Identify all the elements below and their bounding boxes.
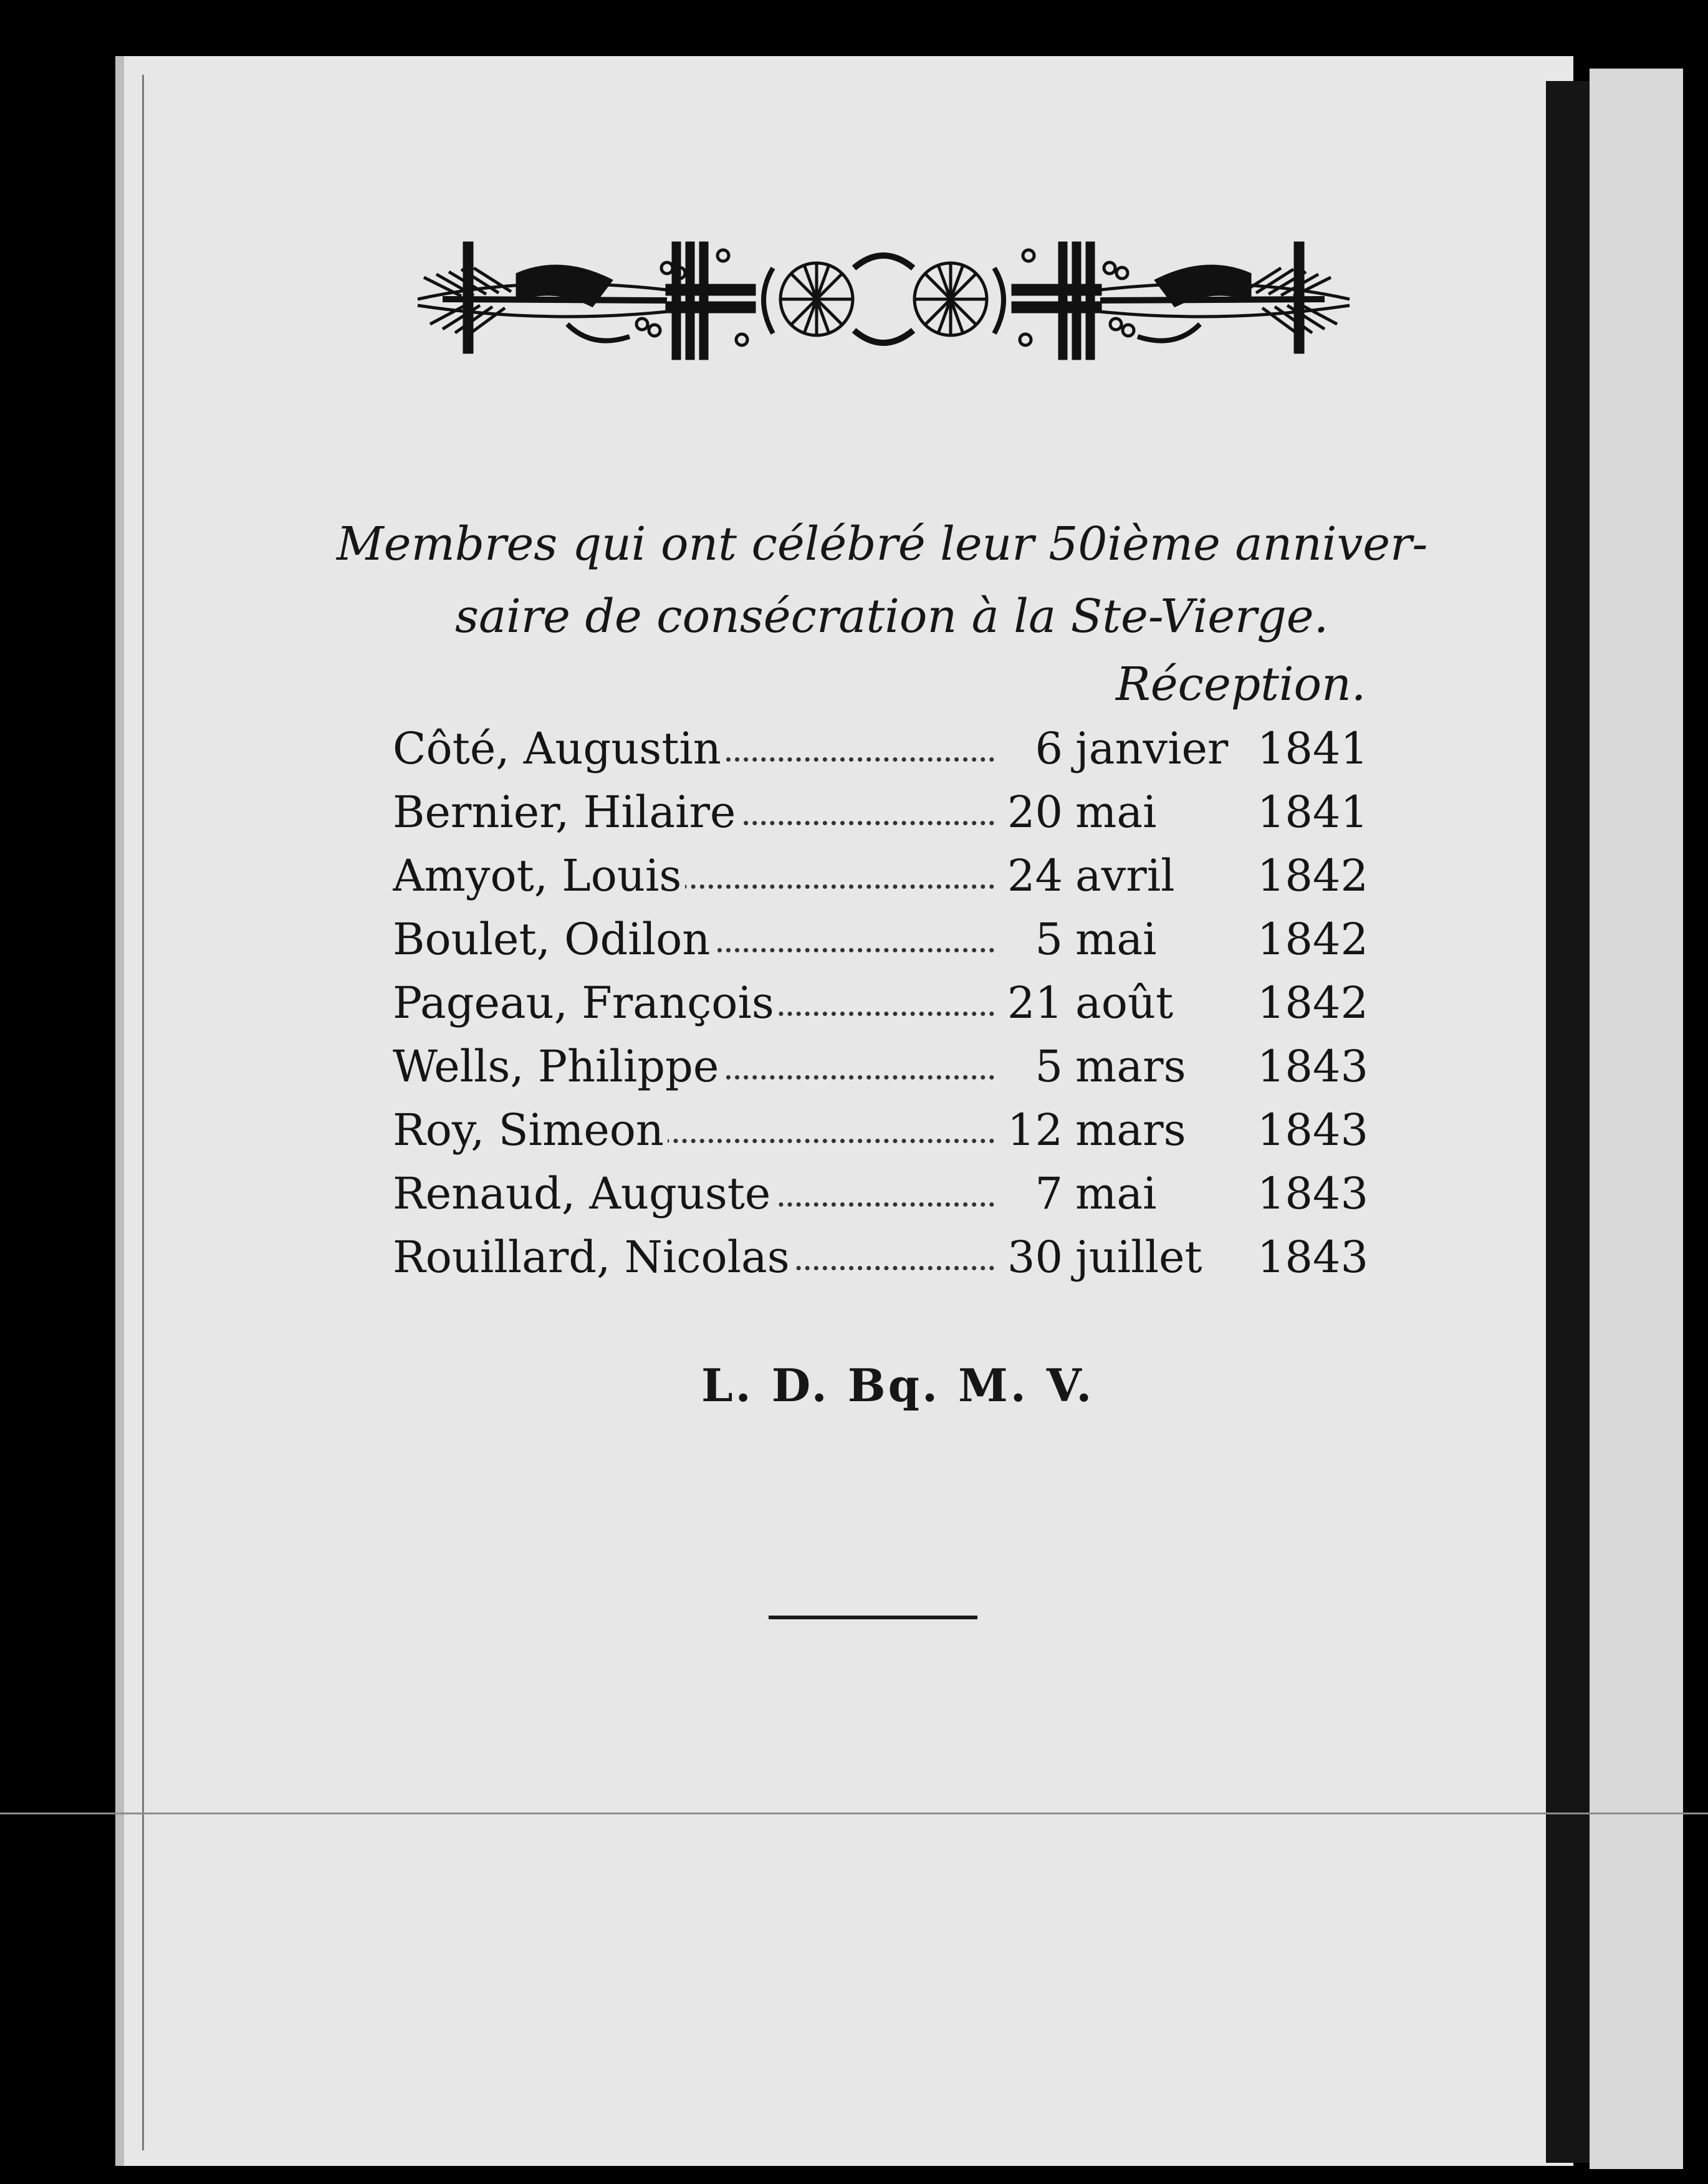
list-item	[393, 717, 1368, 780]
reception-month: mars	[1075, 1041, 1186, 1092]
reception-day: 21	[1007, 977, 1063, 1028]
reception-month: juillet	[1075, 1232, 1202, 1283]
reception-month: janvier	[1075, 723, 1229, 774]
member-name: Wells, Philippe	[393, 1041, 722, 1092]
reception-year: 1842	[1257, 850, 1368, 901]
reception-day: 12	[1007, 1104, 1063, 1156]
member-name: Amyot, Louis	[393, 850, 685, 901]
reception-year: 1841	[1257, 787, 1368, 838]
list-item	[393, 1225, 1368, 1289]
reception-year: 1843	[1257, 1041, 1368, 1092]
reception-day: 5	[1035, 1041, 1063, 1092]
members-list	[393, 717, 1368, 1289]
reception-month: mai	[1075, 1168, 1157, 1219]
member-name: Bernier, Hilaire	[393, 787, 739, 838]
reception-day: 7	[1035, 1168, 1063, 1219]
reception-year: 1842	[1257, 977, 1368, 1028]
reception-month: mai	[1075, 787, 1157, 838]
member-name: Rouillard, Nicolas	[393, 1232, 794, 1283]
reception-year: 1843	[1257, 1168, 1368, 1219]
closing-rule	[769, 1616, 977, 1619]
reception-day: 30	[1007, 1232, 1063, 1283]
member-name: Renaud, Auguste	[393, 1168, 774, 1219]
reception-year: 1842	[1257, 914, 1368, 965]
member-name: Pageau, François	[393, 977, 778, 1028]
reception-year: 1843	[1257, 1104, 1368, 1156]
heading-line-1: Membres qui ont célébré leur 50ième anniver-	[337, 517, 1428, 571]
list-item	[393, 1035, 1368, 1098]
list-item	[393, 1162, 1368, 1225]
list-item	[393, 971, 1368, 1035]
reception-day: 6	[1035, 723, 1063, 774]
signature-initials: L. D. Bq. M. V.	[701, 1359, 1095, 1412]
page-margin-rule	[142, 75, 144, 2150]
reception-day: 24	[1007, 850, 1063, 901]
reception-month: mars	[1075, 1104, 1186, 1156]
list-item	[393, 1098, 1368, 1162]
reception-year: 1841	[1257, 723, 1368, 774]
heading-line-2: saire de consécration à la Ste-Vierge.	[455, 590, 1329, 643]
reception-column-header: Réception.	[1116, 658, 1366, 711]
page-heading	[337, 508, 1434, 653]
list-item	[393, 908, 1368, 971]
member-name: Boulet, Odilon	[393, 914, 714, 965]
binding-shadow	[1546, 81, 1590, 2163]
list-item	[393, 780, 1368, 844]
floral-ornament	[405, 231, 1362, 368]
reception-month: avril	[1075, 850, 1175, 901]
scan-artifact-line	[0, 1813, 1708, 1814]
reception-year: 1843	[1257, 1232, 1368, 1283]
reception-month: mai	[1075, 914, 1157, 965]
reception-day: 5	[1035, 914, 1063, 965]
facing-page-edge	[1590, 69, 1683, 2169]
reception-day: 20	[1007, 787, 1063, 838]
list-item	[393, 844, 1368, 908]
reception-month: août	[1075, 977, 1174, 1028]
member-name: Roy, Simeon	[393, 1104, 668, 1156]
member-name: Côté, Augustin	[393, 723, 725, 774]
